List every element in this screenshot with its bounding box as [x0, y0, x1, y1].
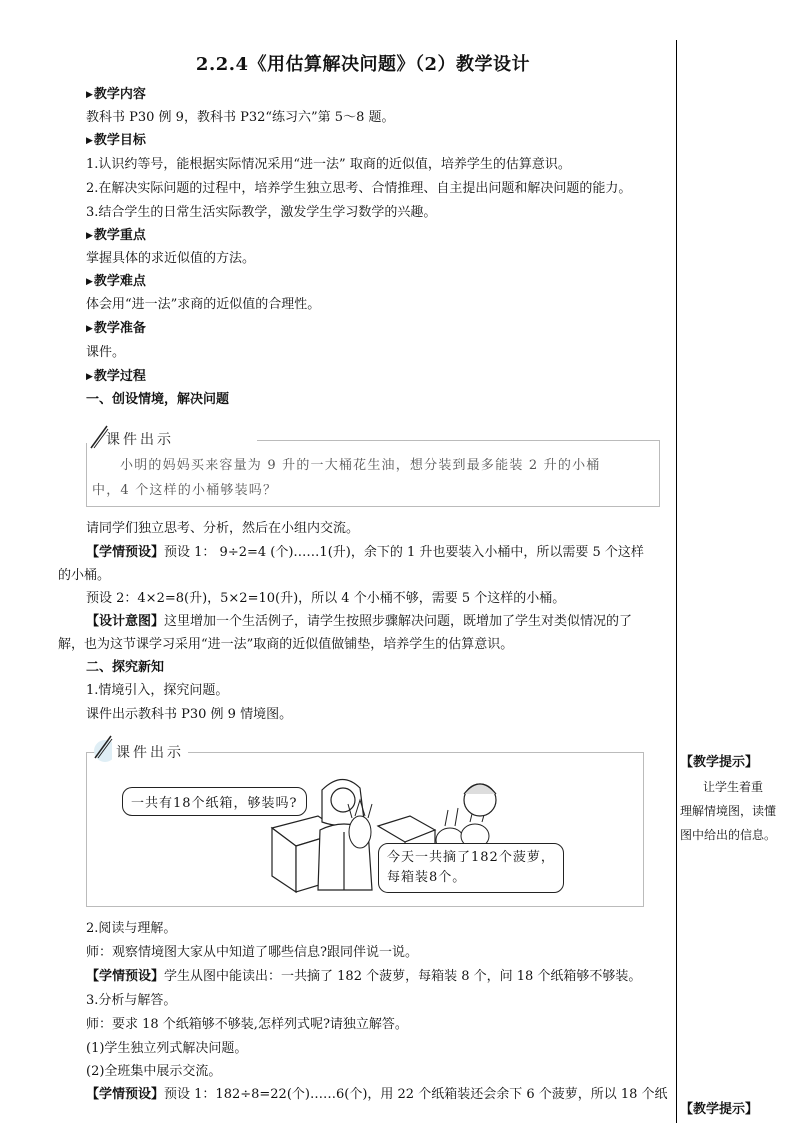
heading-goals: ▶教学目标 — [86, 133, 146, 148]
triangle-bullet-icon: ▶ — [86, 277, 93, 287]
goal-3: 3.结合学生的日常生活实际教学，激发学生学习数学的兴趣。 — [86, 205, 437, 220]
triangle-bullet-icon: ▶ — [86, 90, 93, 100]
page-title: 2.2.4《用估算解决问题》（2）教学设计 — [195, 54, 531, 75]
instruction-text: 请同学们独立思考、分析，然后在小组内交流。 — [86, 521, 360, 536]
courseware-badge-1: 课件出示 — [106, 432, 174, 448]
sidebar-tip-line-2: 理解情境图，读懂 — [680, 804, 777, 818]
sidebar-tip-line-1: 让学生着重 — [703, 780, 764, 794]
speech-bubble-girl: 一共有18个纸箱，够装吗? — [122, 787, 307, 816]
preset-1: 【学情预设】预设 1： 9÷2=4 (个)……1(升)，余下的 1 升也要装入小桶中，所以需要 5 个这样 — [86, 545, 644, 560]
heading-key-points: ▶教学重点 — [86, 228, 146, 243]
pencil-icon — [92, 734, 114, 760]
heading-difficulty: ▶教学难点 — [86, 274, 146, 289]
teacher-line-1: 师：观察情境图大家从中知道了哪些信息?跟同伴说一说。 — [86, 945, 418, 960]
goal-2: 2.在解决实际问题的过程中，培养学生独立思考、合情推理、自主提出问题和解决问题的能力。 — [86, 181, 632, 196]
preset-4: 【学情预设】预设 1：182÷8=22(个)……6(个)，用 22 个纸箱装还会余下 6 个菠萝，所以 18 个纸 — [86, 1087, 668, 1102]
courseware-badge-2: 课件出示 — [112, 742, 188, 762]
design-intent: 【设计意图】这里增加一个生活例子，请学生按照步骤解决问题，既增加了学生对类似情况的了 — [86, 614, 633, 629]
preparation-text: 课件。 — [86, 345, 126, 360]
goal-1: 1.认识约等号，能根据实际情况采用“进一法” 取商的近似值，培养学生的估算意识。 — [86, 157, 571, 172]
part-one-heading: 一、创设情境，解决问题 — [86, 392, 230, 407]
triangle-bullet-icon: ▶ — [86, 324, 93, 334]
design-intent-cont: 解，也为这节课学习采用“进一法”取商的近似值做铺垫，培养学生的估算意识。 — [58, 637, 514, 652]
preset-2: 预设 2：4×2=8(升)，5×2=10(升)，所以 4 个小桶不够，需要 5 个这样的小桶。 — [86, 591, 566, 606]
sidebar-tip-heading-2: 【教学提示】 — [680, 1102, 759, 1117]
speech-bubble-boy: 今天一共摘了182个菠萝， 每箱装8个。 — [378, 843, 564, 893]
triangle-bullet-icon: ▶ — [86, 136, 93, 146]
key-text: 掌握具体的求近似值的方法。 — [86, 251, 256, 266]
teacher-line-2: 师：要求 18 个纸箱够不够装,怎样列式呢?请独立解答。 — [86, 1017, 408, 1032]
triangle-bullet-icon: ▶ — [86, 231, 93, 241]
heading-preparation: ▶教学准备 — [86, 321, 146, 336]
box1-line-1: 小明的妈妈买来容量为 9 升的一大桶花生油，想分装到最多能装 2 升的小桶 — [120, 458, 601, 473]
item-2: (2)全班集中展示交流。 — [86, 1064, 222, 1079]
margin-divider — [676, 40, 677, 1123]
step-1-detail: 课件出示教科书 P30 例 9 情境图。 — [86, 707, 293, 722]
item-1: (1)学生独立列式解决问题。 — [86, 1041, 248, 1056]
step-2: 2.阅读与理解。 — [86, 921, 177, 936]
preset-3: 【学情预设】学生从图中能读出：一共摘了 182 个菠萝，每箱装 8 个，问 18 个纸箱够不够装。 — [86, 969, 642, 984]
step-3: 3.分析与解答。 — [86, 993, 177, 1008]
heading-process: ▶教学过程 — [86, 369, 146, 384]
box1-line-2: 中，4 个这样的小桶够装吗？ — [92, 483, 278, 498]
preset-1-cont: 的小桶。 — [58, 568, 111, 583]
triangle-bullet-icon: ▶ — [86, 372, 93, 382]
sidebar-tip-heading: 【教学提示】 — [680, 755, 759, 770]
difficulty-text: 体会用“进一法”求商的近似值的合理性。 — [86, 297, 321, 312]
heading-content: ▶教学内容 — [86, 87, 146, 102]
content-text: 教科书 P30 例 9，教科书 P32“练习六”第 5～8 题。 — [86, 110, 395, 125]
part-two-heading: 二、探究新知 — [86, 660, 165, 675]
step-1: 1.情境引入，探究问题。 — [86, 683, 229, 698]
sidebar-tip-line-3: 图中给出的信息。 — [680, 828, 777, 842]
